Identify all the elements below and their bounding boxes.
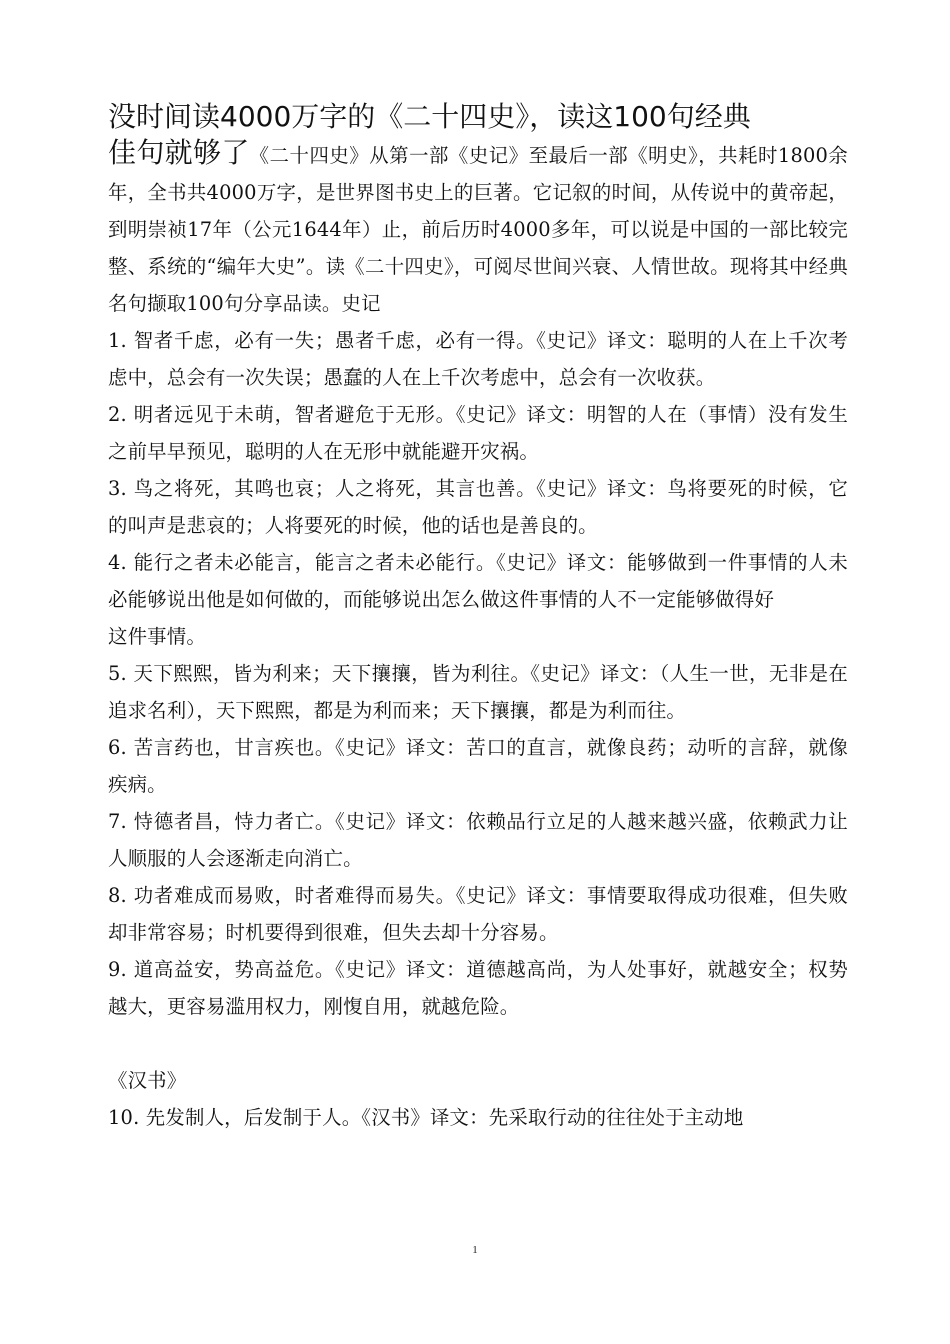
- quote-item-3: 3. 鸟之将死，其鸣也哀；人之将死，其言也善。《史记》译文：鸟将要死的时候，它的叫声是悲哀的；人将要死的时候，他的话也是善良的。: [108, 477, 848, 537]
- quote-item-1: 1. 智者千虑，必有一失；愚者千虑，必有一得。《史记》译文：聪明的人在上千次考虑中，总会有一次失误；愚蠢的人在上千次考虑中，总会有一次收获。: [108, 329, 848, 389]
- quote-item-7: 7. 恃德者昌，恃力者亡。《史记》译文：依赖品行立足的人越来越兴盛，依赖武力让人顺服的人会逐渐走向消亡。: [108, 810, 848, 870]
- page-number: 1: [472, 1244, 478, 1256]
- blank-line: [108, 1025, 848, 1062]
- quote-item-9: 9. 道高益安，势高益危。《史记》译文：道德越高尚，为人处事好，就越安全；权势越大，更容易滥用权力，刚愎自用，就越危险。: [108, 958, 848, 1018]
- document-title: 没时间读4000万字的《二十四史》，读这100句经典: [108, 100, 751, 133]
- quote-item-5: 5. 天下熙熙，皆为利来；天下攘攘，皆为利往。《史记》译文：（人生一世，无非是在追求名利），天下熙熙，都是为利而来；天下攘攘，都是为利而往。: [108, 662, 848, 722]
- document-body: [108, 100, 848, 1136]
- quote-item-4: 4. 能行之者未必能言，能言之者未必能行。《史记》译文：能够做到一件事情的人未必能够说出他是如何做的，而能够说出怎么做这件事情的人不一定能够做得好: [108, 551, 848, 611]
- quote-item-6: 6. 苦言药也，甘言疾也。《史记》译文：苦口的直言，就像良药；动听的言辞，就像疾病。: [108, 736, 848, 796]
- quote-item-4-continued: 这件事情。: [108, 625, 206, 648]
- document-title-continued: 佳句就够了: [108, 136, 250, 169]
- quote-item-8: 8. 功者难成而易败，时者难得而易失。《史记》译文：事情要取得成功很难，但失败却非常容易；时机要得到很难，但失去却十分容易。: [108, 884, 848, 944]
- quote-item-10: 10. 先发制人，后发制于人。《汉书》译文：先采取行动的往往处于主动地: [108, 1106, 744, 1129]
- intro-paragraph: [108, 134, 848, 322]
- quote-item-2: 2. 明者远见于未萌，智者避危于无形。《史记》译文：明智的人在（事情）没有发生之前早早预见，聪明的人在无形中就能避开灾祸。: [108, 403, 848, 463]
- section-heading-hanshu: 《汉书》: [108, 1069, 187, 1092]
- intro-text: 《二十四史》从第一部《史记》至最后一部《明史》，共耗时1800余年，全书共4000万字，是世界图书史上的巨著。它记叙的时间，从传说中的黄帝起，到明崇祯17年（公元1644年）止，前后历时4000多年，可以说是中国的一部比较完整、系统的“编年大史”。读《二十四史》，可阅尽世间兴衰、人情世故。现将其中经典名句撷取100句分享品读。史记: [108, 144, 848, 315]
